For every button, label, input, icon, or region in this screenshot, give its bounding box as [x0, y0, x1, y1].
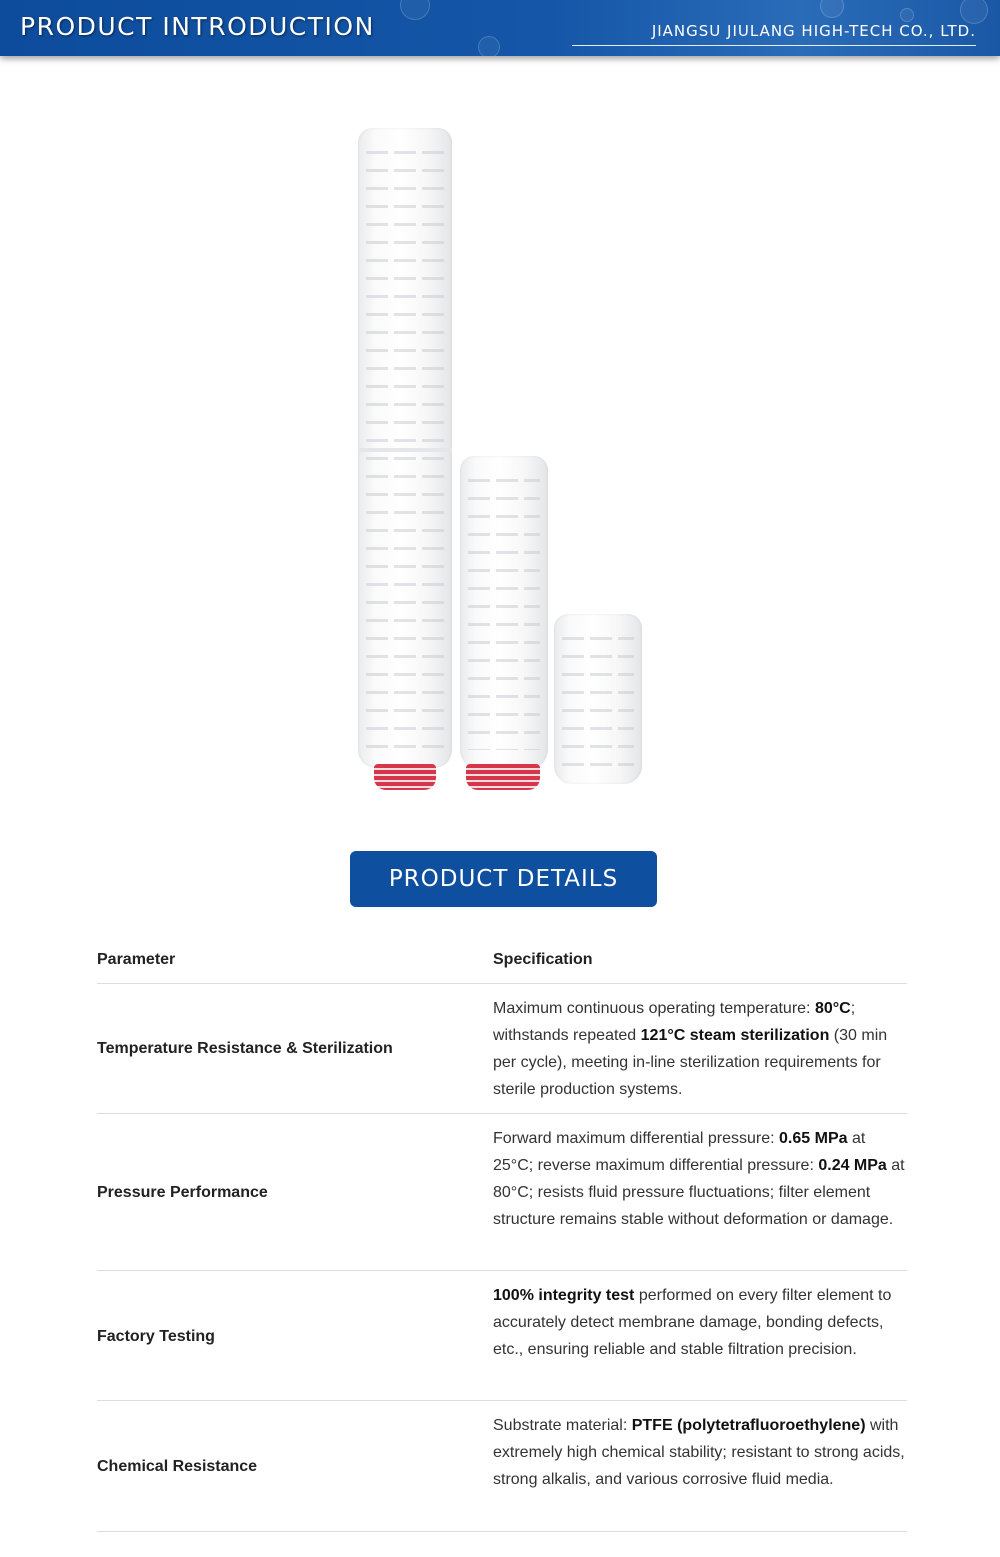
- page-title: PRODUCT INTRODUCTION: [20, 12, 375, 41]
- row-parameter: Factory Testing: [97, 1328, 215, 1345]
- row-specification: Substrate material: PTFE (polytetrafluoroethylene) with extremely high chemical stability; resistant to strong acids, strong alkalis, and various corrosive fluid media.: [493, 1417, 905, 1488]
- o-ring-red: [466, 764, 540, 790]
- column-header-specification: Specification: [493, 951, 593, 968]
- row-specification: 100% integrity test performed on every filter element to accurately detect membrane damage, bonding defects, etc., ensuring reliable and stable filtration precision.: [493, 1287, 892, 1358]
- o-ring-red: [374, 764, 436, 790]
- filter-cartridge-long: [358, 128, 452, 768]
- row-specification: Maximum continuous operating temperature: 80°C; withstands repeated 121°C steam sterilization (30 min per cycle), meeting in-line sterilization requirements for sterile production systems.: [493, 1000, 888, 1098]
- pleat-slots: [562, 628, 634, 766]
- table-row: [97, 1401, 907, 1532]
- water-drop-decoration: [400, 0, 430, 20]
- row-parameter: Pressure Performance: [97, 1184, 268, 1201]
- pleat-slots: [366, 142, 444, 750]
- spec-table: [97, 936, 907, 1532]
- company-underline: [572, 45, 976, 46]
- company-name: JIANGSU JIULANG HIGH-TECH CO., LTD.: [651, 22, 976, 40]
- pleat-slots: [468, 470, 540, 750]
- water-drop-decoration: [478, 36, 500, 56]
- water-drop-decoration: [900, 8, 914, 22]
- table-row: [97, 1271, 907, 1401]
- cartridge-seam: [358, 448, 452, 452]
- product-details-heading: PRODUCT DETAILS: [350, 851, 657, 907]
- table-row: [97, 1114, 907, 1271]
- product-image: [340, 120, 660, 800]
- filter-cartridge-short: [554, 614, 642, 784]
- row-specification: Forward maximum differential pressure: 0.65 MPa at 25°C; reverse maximum differential pressure: 0.24 MPa at 80°C; resists fluid pressure fluctuations; filter element structure remains stable without deformation or damage.: [493, 1130, 905, 1228]
- row-parameter: Temperature Resistance & Sterilization: [97, 1040, 393, 1057]
- header-banner: [0, 0, 1000, 56]
- water-drop-decoration: [960, 0, 988, 24]
- row-parameter: Chemical Resistance: [97, 1458, 258, 1475]
- column-header-parameter: Parameter: [97, 951, 176, 968]
- table-row: [97, 984, 907, 1114]
- water-drop-decoration: [820, 0, 844, 18]
- filter-cartridge-medium: [460, 456, 548, 768]
- table-header-row: [97, 936, 907, 984]
